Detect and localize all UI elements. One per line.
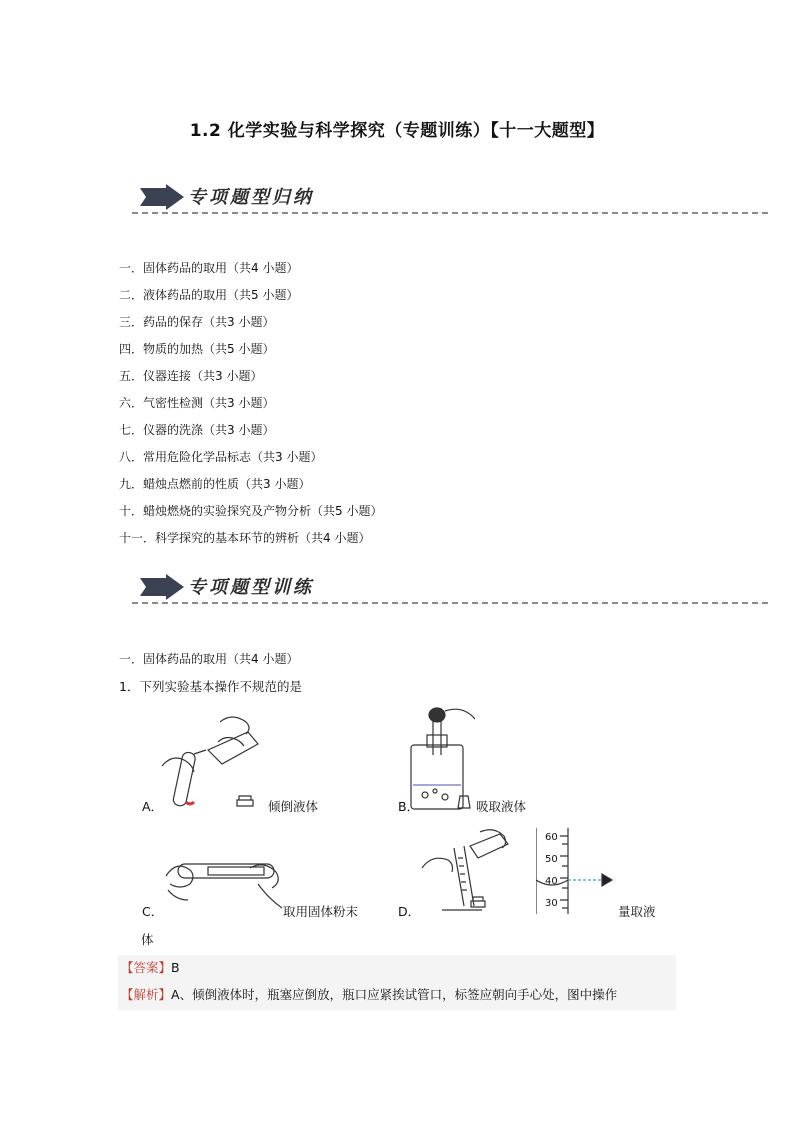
option-letter: D． [398,904,421,919]
list-item[interactable]: 四．物质的加热（共5 小题） [119,342,275,356]
answer-value: B [171,960,180,975]
banner-title: 专项题型归纳 [188,187,314,208]
list-item[interactable]: 十一．科学探究的基本环节的辨析（共4 小题） [119,531,371,545]
list-item[interactable]: 一．固体药品的取用（共4 小题） [119,261,299,275]
analysis-text: A、倾倒液体时，瓶塞应倒放，瓶口应紧挨试管口，标签应朝向手心处，图中操作 [171,987,618,1002]
section-banner-training [132,570,768,604]
option-text: 吸取液体 [476,799,527,814]
stopper-icon [456,794,472,810]
option-text: 倾倒液体 [268,799,319,814]
list-item[interactable]: 十．蜡烛燃烧的实验探究及产物分析（共5 小题） [119,504,383,518]
page-title: 1.2 化学实验与科学探究（专题训练）【十一大题型】 [189,121,605,141]
option-letter: A． [142,799,164,814]
list-item[interactable]: 六．气密性检测（共3 小题） [119,396,275,410]
dashed-divider [132,212,768,214]
question-stem: 1．下列实验基本操作不规范的是 [119,679,302,694]
list-item[interactable]: 七．仪器的洗涤（共3 小题） [119,423,275,437]
stopper-icon [236,794,254,808]
arrow-icon [140,184,184,210]
graduated-cylinder-icon [420,828,516,916]
section-heading: 一．固体药品的取用（共4 小题） [119,652,299,666]
scale-label: 50 [545,854,558,865]
option-letter: B． [398,799,420,814]
list-item[interactable]: 九．蜡烛点燃前的性质（共3 小题） [119,477,311,491]
option-letter: C． [142,904,164,919]
option-text: 取用固体粉末 [283,904,359,919]
scale-label: 60 [545,832,558,843]
scale-label: 30 [545,898,558,909]
list-item[interactable]: 五．仪器连接（共3 小题） [119,369,263,383]
topic-list [119,258,382,555]
analysis-line [121,985,617,1003]
option-text: 量取液 [618,904,656,919]
arrow-icon [140,574,184,600]
cylinder-scale [536,828,620,918]
banner-title: 专项题型训练 [188,577,314,598]
stopper-icon [470,895,486,909]
section-banner-summary [132,180,768,214]
list-item[interactable]: 三．药品的保存（共3 小题） [119,315,275,329]
answer-line [121,958,180,976]
list-item[interactable]: 二．液体药品的取用（共5 小题） [119,288,299,302]
scale-label: 40 [545,876,558,887]
answer-label: 【答案】 [121,960,172,975]
list-item[interactable]: 八．常用危险化学品标志（共3 小题） [119,450,323,464]
dashed-divider [132,602,768,604]
powder-trough-icon [162,840,286,918]
analysis-label: 【解析】 [121,987,172,1002]
option-text-wrap: 体 [141,932,154,947]
